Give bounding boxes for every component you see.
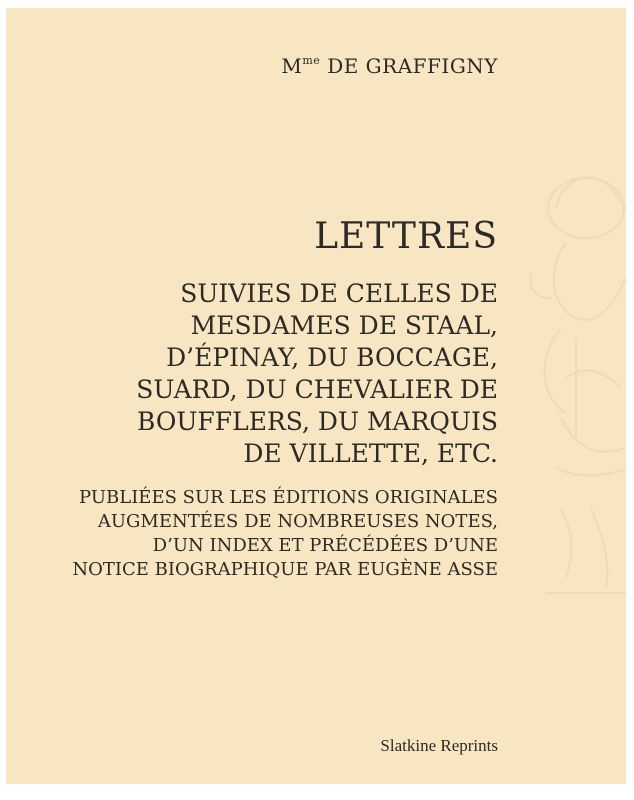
publisher-name: Slatkine Reprints (380, 736, 498, 755)
author-prefix-superscript: me (302, 54, 321, 68)
book-subtitle (136, 278, 498, 470)
author-surname: DE GRAFFIGNY (327, 54, 498, 78)
publication-line: NOTICE BIOGRAPHIQUE PAR EUGÈNE ASSE (72, 559, 498, 580)
subtitle-line: SUARD, DU CHEVALIER DE (136, 375, 498, 404)
publication-note (72, 486, 498, 582)
book-title: LETTRES (314, 216, 498, 257)
author-name (281, 54, 498, 78)
subtitle-line: MESDAMES DE STAAL, (190, 311, 498, 340)
publication-line: AUGMENTÉES DE NOMBREUSES NOTES, (97, 511, 498, 532)
subtitle-line: SUIVIES DE CELLES DE (180, 279, 498, 308)
subtitle-line: DE VILLETTE, ETC. (243, 439, 498, 468)
publication-line: PUBLIÉES SUR LES ÉDITIONS ORIGINALES (79, 487, 498, 508)
subtitle-line: D’ÉPINAY, DU BOCCAGE, (166, 343, 498, 372)
author-prefix: M (281, 54, 303, 78)
sphinx-emblem-icon (506, 148, 626, 608)
book-cover (6, 8, 626, 784)
publication-line: D’UN INDEX ET PRÉCÉDÉES D’UNE (152, 535, 498, 556)
subtitle-line: BOUFFLERS, DU MARQUIS (137, 407, 498, 436)
